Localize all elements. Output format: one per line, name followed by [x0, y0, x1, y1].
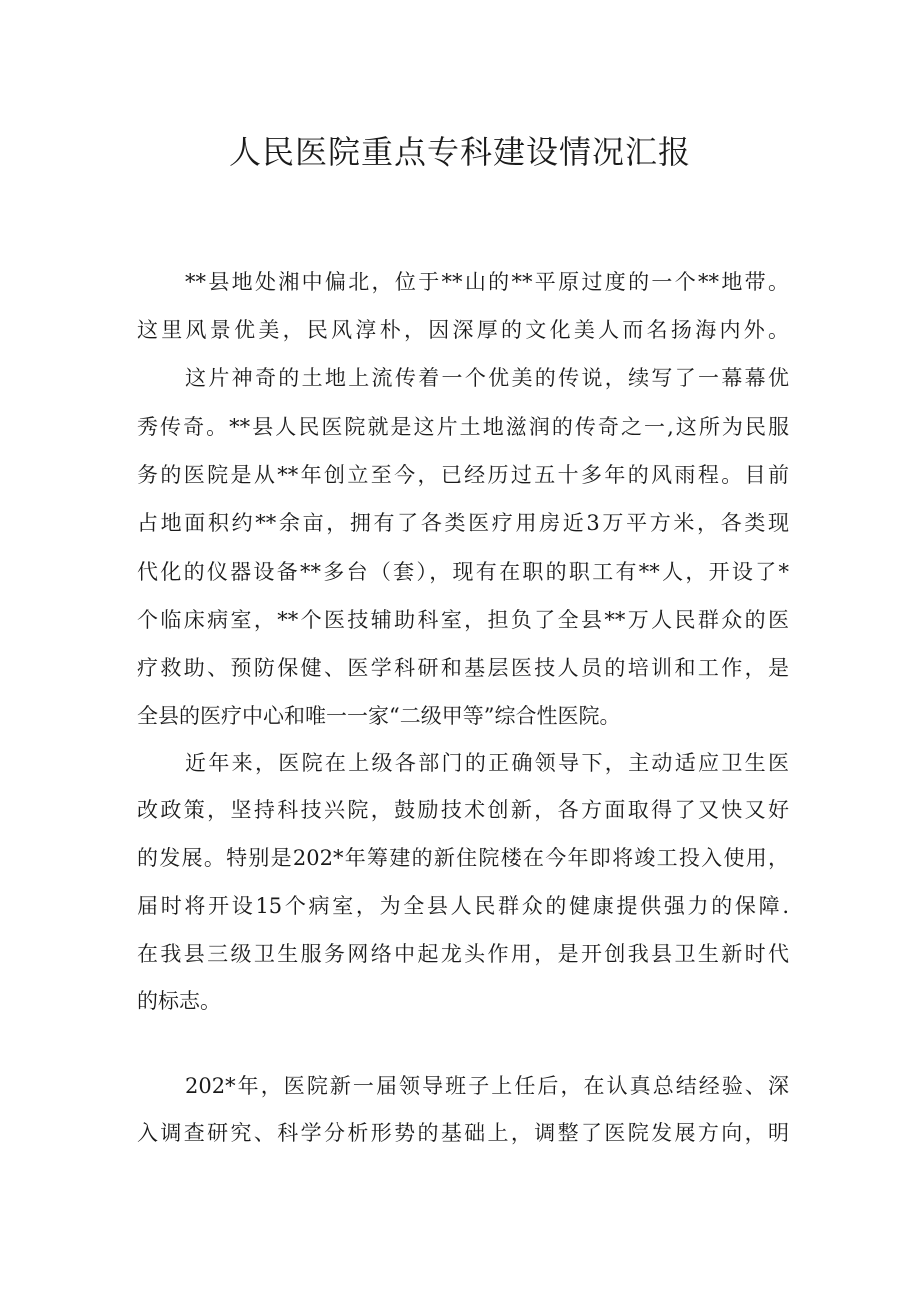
paragraph-3-line-6: 的标志。: [137, 989, 221, 1013]
paragraph-3-line-5: 在我县三级卫生服务网络中起龙头作用，是开创我县卫生新时代: [137, 942, 789, 966]
paragraph-2-line-6: 个临床病室，**个医技辅助科室，担负了全县**万人民群众的医: [137, 608, 789, 632]
paragraph-3-line-3: 的发展。特别是202*年筹建的新住院楼在今年即将竣工投入使用，: [137, 846, 789, 870]
paragraph-1-line-2: 这里风景优美，民风淳朴，因深厚的文化美人而名扬海内外。: [137, 318, 789, 342]
paragraph-3-line-2: 改政策，坚持科技兴院，鼓励技术创新，各方面取得了又快又好: [137, 798, 789, 822]
paragraph-4-line-1: 202*年，医院新一届领导班子上任后，在认真总结经验、深: [185, 1074, 789, 1098]
paragraph-4-line-2: 入调查研究、科学分析形势的基础上，调整了医院发展方向，明: [137, 1121, 789, 1145]
paragraph-1-line-1: **县地处湘中偏北，位于**山的**平原过度的一个**地带。: [185, 270, 789, 294]
paragraph-2-line-4: 占地面积约**余亩，拥有了各类医疗用房近3万平方米，各类现: [137, 511, 789, 535]
paragraph-2-line-5: 代化的仪器设备**多台（套），现有在职的职工有**人，开设了*: [137, 560, 789, 584]
paragraph-2-line-2: 秀传奇。**县人民医院就是这片土地滋润的传奇之一,这所为民服: [137, 415, 789, 439]
paragraph-2-line-1: 这片神奇的土地上流传着一个优美的传说，续写了一幕幕优: [185, 366, 789, 390]
paragraph-2-line-3: 务的医院是从**年创立至今，已经历过五十多年的风雨程。目前: [137, 463, 789, 487]
paragraph-2-line-7: 疗救助、预防保健、医学科研和基层医技人员的培训和工作，是: [137, 656, 789, 680]
paragraph-2-line-8: 全县的医疗中心和唯一一家“二级甲等”综合性医院。: [137, 704, 621, 728]
document-title: 人民医院重点专科建设情况汇报: [228, 133, 691, 171]
paragraph-3-line-1: 近年来，医院在上级各部门的正确领导下，主动适应卫生医: [185, 751, 789, 775]
paragraph-3-line-4: 届时将开设15个病室，为全县人民群众的健康提供强力的保障.: [137, 894, 789, 918]
